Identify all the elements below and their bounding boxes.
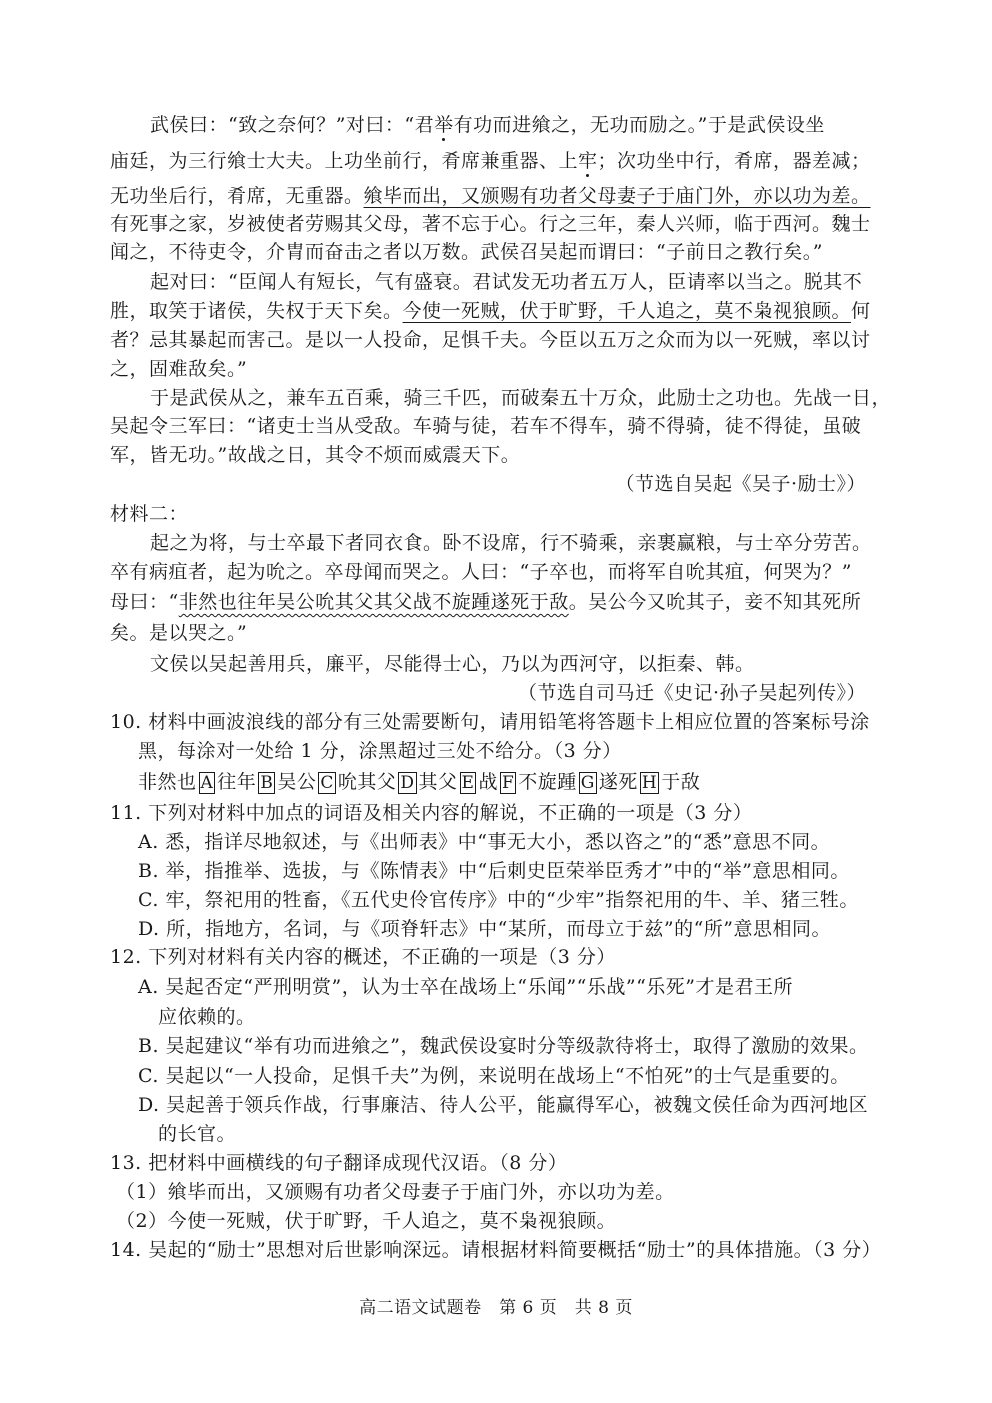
option-11-b: B. 举，指推举、选拔，与《陈情表》中“后刺史臣荣举臣秀才”中的“举”意思相同。 [138, 860, 850, 882]
passage-line [110, 590, 861, 614]
break-mark-b: B [260, 773, 274, 793]
passage-text: 无功坐后行，肴席，无重器。 [110, 185, 364, 207]
break-mark-c: C [320, 773, 334, 793]
segment: 吴公 [277, 771, 317, 793]
segment: 吮其父 [337, 771, 397, 793]
passage-line: 卒有病疽者，起为吮之。卒母闻而哭之。人曰：“子卒也，而将军自吮其疽，何哭为？” [110, 561, 852, 583]
break-mark-f: F [501, 773, 515, 793]
passage-line: 于是武侯从之，兼车五百乘，骑三千匹，而破秦五十万众，此励士之功也。先战一日， [150, 387, 892, 409]
page-footer: 高二语文试题卷 第 6 页 共 8 页 [359, 1298, 633, 1318]
material-label: 材料二： [110, 503, 189, 525]
option-12-c: C. 吴起以“一人投命，足惧千夫”为例，来说明在战场上“不怕死”的士气是重要的。 [138, 1065, 850, 1087]
passage-line: 吴起令三军曰：“诸吏士当从受敌。车骑与徒，若车不得车，骑不得骑，徒不得徒，虽破 [110, 415, 862, 437]
question-10-cont: 黑，每涂对一处给 1 分，涂黑超过三处不给分。（3 分） [138, 740, 622, 762]
passage-text: 武侯曰：“致之奈何？”对曰：“君 [150, 114, 435, 136]
passage-line [150, 113, 825, 137]
dotted-word: 举 [434, 114, 454, 136]
passage-line [110, 184, 871, 208]
passage-line: 有死事之家，岁被使者劳赐其父母，著不忘于心。行之三年，秦人兴师，临于西河。魏士 [110, 213, 871, 235]
passage-text: 庙廷，为三行飨士大夫。上功坐前行，肴席兼重器、上 [110, 150, 579, 172]
question-14: 14. 吴起的“励士”思想对后世影响深远。请根据材料简要概括“励士”的具体措施。（3 分） [110, 1239, 882, 1261]
underlined-sentence: 飨毕而出，又颁赐有功者父母妻子于庙门外，亦以功为差。 [363, 185, 871, 207]
dotted-word: 牢 [578, 150, 598, 172]
passage-line: 之，固难敌矣。” [110, 358, 248, 380]
passage-text: 何 [851, 300, 871, 322]
option-12-d-cont: 的长官。 [158, 1123, 237, 1145]
passage-text: 。吴公今又吮其子，妾不知其死所 [568, 591, 862, 613]
option-11-d: D. 所，指地方，名词，与《项脊轩志》中“某所，而母立于兹”的“所”意思相同。 [138, 918, 831, 940]
question-13: 13. 把材料中画横线的句子翻译成现代汉语。（8 分） [110, 1152, 568, 1174]
segment: 其父 [418, 771, 458, 793]
passage-text: 母曰：“ [110, 591, 179, 613]
option-12-a: A. 吴起否定“严刑明赏”，认为士卒在战场上“乐闻”“乐战”“乐死”才是君王所 [138, 976, 794, 998]
passage-text: ；次功坐中行，肴席，器差减； [597, 150, 871, 172]
segment: 往年 [217, 771, 257, 793]
option-12-d: D. 吴起善于领兵作战，行事廉洁、待人公平，能赢得军心，被魏文侯任命为西河地区 [138, 1094, 869, 1116]
passage-line: 矣。是以哭之。” [110, 622, 248, 644]
passage-line: 军，皆无功。”故战之日，其令不烦而威震天下。 [110, 444, 521, 466]
option-11-a: A. 悉，指详尽地叙述，与《出师表》中“事无大小，悉以咨之”的“悉”意思不同。 [138, 831, 831, 853]
break-mark-a: A [200, 773, 214, 793]
passage-line [110, 299, 871, 323]
segment: 战 [478, 771, 498, 793]
question-13-item-1: （1）飨毕而出，又颁赐有功者父母妻子于庙门外，亦以功为差。 [116, 1181, 675, 1203]
underlined-sentence: 今使一死贼，伏于旷野，千人追之，莫不枭视狼顾。 [402, 300, 852, 322]
question-13-item-2: （2）今使一死贼，伏于旷野，千人追之，莫不枭视狼顾。 [116, 1210, 617, 1232]
question-12: 12. 下列对材料有关内容的概述，不正确的一项是（3 分） [110, 946, 616, 968]
wavy-underlined-text: 非然也往年吴公吮其父其父战不旋踵遂死于敌 [178, 591, 569, 613]
break-mark-e: E [461, 773, 475, 793]
passage-line: 闻之，不待吏令，介胄而奋击之者以万数。武侯召吴起而谓曰：“子前日之教行矣。” [110, 241, 823, 263]
sentence-break-options [138, 770, 700, 794]
segment: 不旋踵 [518, 771, 577, 793]
passage-text: 有功而进飨之，无功而励之。”于是武侯设坐 [453, 114, 825, 136]
option-12-a-cont: 应依赖的。 [158, 1006, 256, 1028]
passage-line: 起对曰：“臣闻人有短长，气有盛衰。君试发无功者五万人，臣请率以当之。脱其不 [150, 271, 863, 293]
break-mark-g: G [580, 773, 595, 793]
passage-line: 者？忌其暴起而害己。是以一人投命，足惧千夫。今臣以五万之众而为以一死贼，率以讨 [110, 329, 871, 351]
segment: 遂死 [598, 771, 638, 793]
option-12-b: B. 吴起建议“举有功而进飨之”，魏武侯设宴时分等级款待将士，取得了激励的效果。 [138, 1035, 869, 1057]
source-citation: （节选自吴起《吴子·励士》） [615, 473, 866, 495]
question-10: 10. 材料中画波浪线的部分有三处需要断句，请用铅笔将答题卡上相应位置的答案标号涂 [110, 711, 870, 733]
passage-line: 起之为将，与士卒最下者同衣食。卧不设席，行不骑乘，亲裹赢粮，与士卒分劳苦。 [150, 532, 872, 554]
passage-line [110, 149, 871, 173]
segment: 于敌 [661, 771, 701, 793]
source-citation: （节选自司马迁《史记·孙子吴起列传》） [517, 682, 866, 704]
passage-line: 文侯以吴起善用兵，廉平，尽能得士心，乃以为西河守，以拒秦、韩。 [150, 653, 755, 675]
option-11-c: C. 牢，祭祀用的牲畜，《五代史伶官传序》中的“少牢”指祭祀用的牛、羊、猪三牲。 [138, 889, 859, 911]
question-11: 11. 下列对材料中加点的词语及相关内容的解说，不正确的一项是（3 分） [110, 802, 753, 824]
segment: 非然也 [138, 771, 197, 793]
passage-text: 胜，取笑于诸侯，失权于天下矣。 [110, 300, 403, 322]
break-mark-h: H [641, 773, 658, 793]
break-mark-d: D [400, 773, 415, 793]
